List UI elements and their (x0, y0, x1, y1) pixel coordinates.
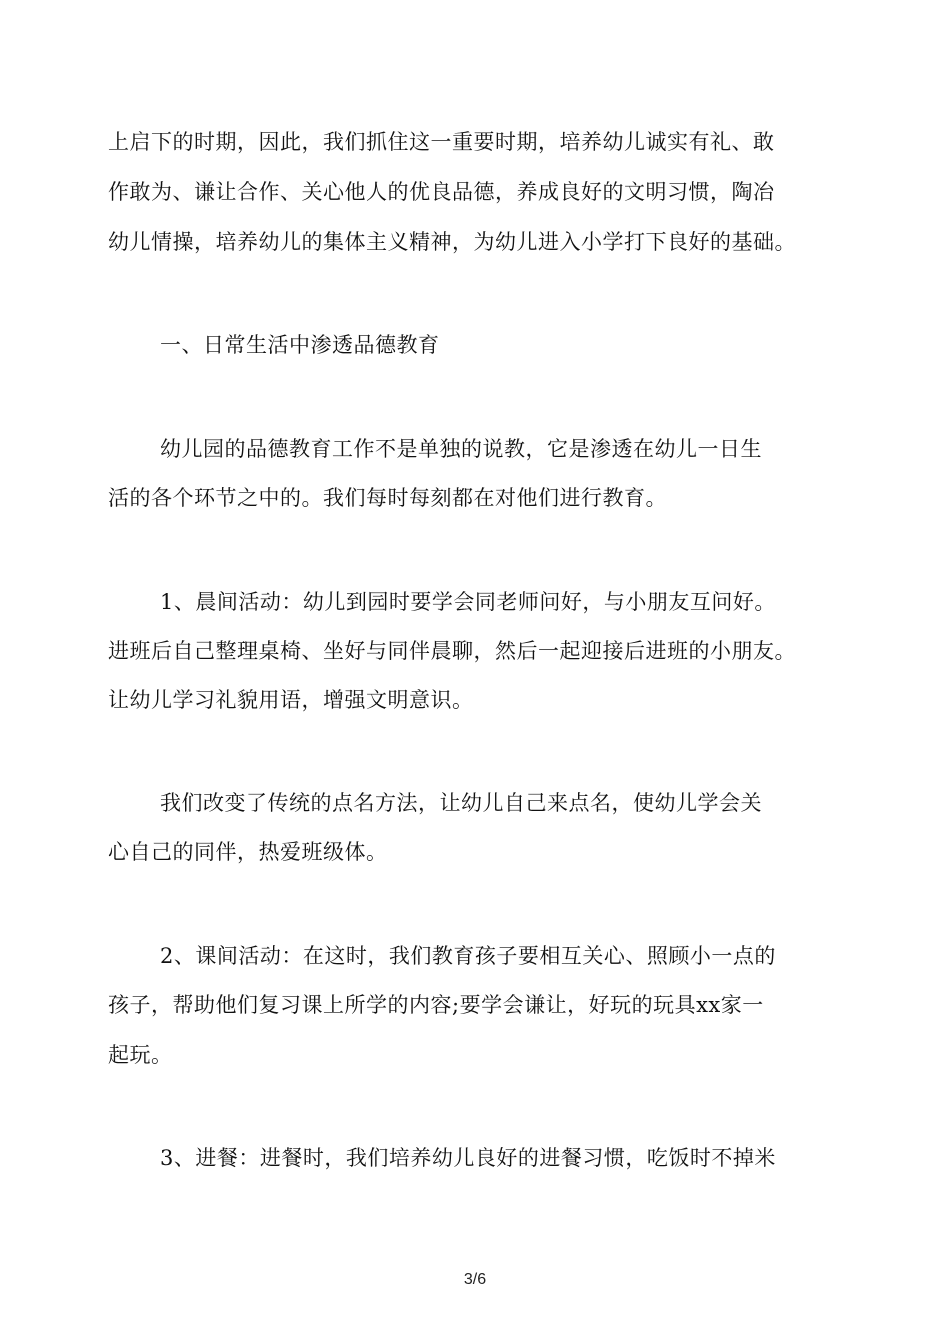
page-number: 3/6 (463, 1271, 487, 1288)
paragraph-line: 幼儿情操，培养幼儿的集体主义精神，为幼儿进入小学打下良好的基础。 (108, 230, 796, 254)
paragraph-line: 心自己的同伴，热爱班级体。 (108, 840, 388, 864)
paragraph-line: 起玩。 (108, 1043, 173, 1067)
paragraph-line: 进班后自己整理桌椅、坐好与同伴晨聊，然后一起迎接后进班的小朋友。 (108, 639, 796, 663)
paragraph-line: 我们改变了传统的点名方法，让幼儿自己来点名，使幼儿学会关 (160, 791, 762, 815)
paragraph-line: 作敢为、谦让合作、关心他人的优良品德，养成良好的文明习惯，陶冶 (108, 180, 775, 204)
paragraph-line: 活的各个环节之中的。我们每时每刻都在对他们进行教育。 (108, 486, 667, 510)
paragraph-line: 孩子，帮助他们复习课上所学的内容;要学会谦让，好玩的玩具xx家一 (108, 993, 764, 1017)
paragraph-line: 上启下的时期，因此，我们抓住这一重要时期，培养幼儿诚实有礼、敢 (108, 130, 775, 154)
paragraph-line: 幼儿园的品德教育工作不是单独的说教，它是渗透在幼儿一日生 (160, 437, 762, 461)
paragraph-line: 1、晨间活动：幼儿到园时要学会同老师问好，与小朋友互问好。 (160, 590, 776, 614)
paragraph-line: 3、进餐：进餐时，我们培养幼儿良好的进餐习惯，吃饭时不掉米 (160, 1146, 776, 1170)
paragraph-line: 让幼儿学习礼貌用语，增强文明意识。 (108, 688, 474, 712)
section-heading: 一、日常生活中渗透品德教育 (160, 333, 440, 357)
paragraph-line: 2、课间活动：在这时，我们教育孩子要相互关心、照顾小一点的 (160, 944, 776, 968)
